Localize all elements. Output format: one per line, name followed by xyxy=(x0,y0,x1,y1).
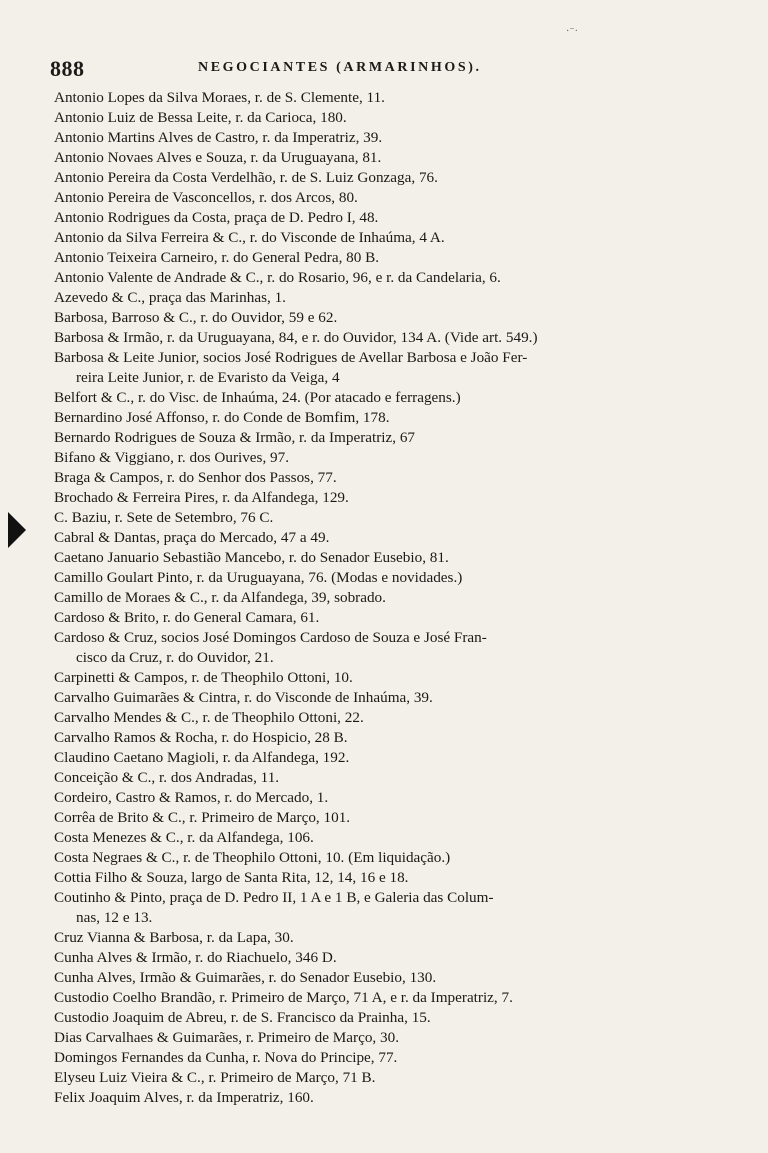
entry-text: Caetano Januario Sebastião Mancebo, r. do Senador Eusebio, 81. xyxy=(54,549,449,566)
list-item xyxy=(54,1008,754,1028)
list-item xyxy=(54,1088,754,1108)
entry-text: Cruz Vianna & Barbosa, r. da Lapa, 30. xyxy=(54,929,294,946)
list-item xyxy=(54,788,754,808)
running-title: NEGOCIANTES (ARMARINHOS). xyxy=(198,60,482,75)
list-item xyxy=(54,268,754,288)
entry-text: Antonio Novaes Alves e Souza, r. da Uruguayana, 81. xyxy=(54,149,382,166)
entry-text: Antonio da Silva Ferreira & C., r. do Visconde de Inhaúma, 4 A. xyxy=(54,229,445,246)
entry-text: Antonio Lopes da Silva Moraes, r. de S. Clemente, 11. xyxy=(54,89,385,106)
list-item xyxy=(54,248,754,268)
list-item xyxy=(54,748,754,768)
entry-text: Dias Carvalhaes & Guimarães, r. Primeiro de Março, 30. xyxy=(54,1029,399,1046)
list-item xyxy=(54,188,754,208)
entry-text: Custodio Coelho Brandão, r. Primeiro de Março, 71 A, e r. da Imperatriz, 7. xyxy=(54,989,513,1006)
list-item xyxy=(54,348,754,388)
list-item xyxy=(54,428,754,448)
list-item xyxy=(54,228,754,248)
list-item xyxy=(54,1068,754,1088)
list-item xyxy=(54,868,754,888)
list-item xyxy=(54,448,754,468)
entry-text: Camillo de Moraes & C., r. da Alfandega, 39, sobrado. xyxy=(54,589,386,606)
list-item xyxy=(54,808,754,828)
list-item xyxy=(54,488,754,508)
list-item xyxy=(54,668,754,688)
page-number: 888 xyxy=(50,56,85,81)
entry-text: Camillo Goulart Pinto, r. da Uruguayana, 76. (Modas e novidades.) xyxy=(54,569,463,586)
entry-text: Custodio Joaquim de Abreu, r. de S. Francisco da Prainha, 15. xyxy=(54,1009,431,1026)
list-item xyxy=(54,888,754,928)
entry-text: Coutinho & Pinto, praça de D. Pedro II, 1 A e 1 B, e Galeria das Colum- xyxy=(54,889,494,906)
entry-continuation: cisco da Cruz, r. do Ouvidor, 21. xyxy=(76,649,274,666)
entry-text: Antonio Valente de Andrade & C., r. do Rosario, 96, e r. da Candelaria, 6. xyxy=(54,269,501,286)
list-item xyxy=(54,528,754,548)
list-item xyxy=(54,288,754,308)
entry-text: Domingos Fernandes da Cunha, r. Nova do Principe, 77. xyxy=(54,1049,398,1066)
entry-text: Conceição & C., r. dos Andradas, 11. xyxy=(54,769,280,786)
list-item xyxy=(54,828,754,848)
list-item xyxy=(54,848,754,868)
list-item xyxy=(54,688,754,708)
entry-text: Elyseu Luiz Vieira & C., r. Primeiro de Março, 71 B. xyxy=(54,1069,376,1086)
entry-text: Antonio Pereira da Costa Verdelhão, r. de S. Luiz Gonzaga, 76. xyxy=(54,169,438,186)
list-item xyxy=(54,708,754,728)
entry-text: Antonio Pereira de Vasconcellos, r. dos Arcos, 80. xyxy=(54,189,358,206)
entry-text: Bernardino José Affonso, r. do Conde de Bomfim, 178. xyxy=(54,409,390,426)
entry-text: Costa Negraes & C., r. de Theophilo Ottoni, 10. (Em liquidação.) xyxy=(54,849,451,866)
entry-text: Carvalho Mendes & C., r. de Theophilo Ottoni, 22. xyxy=(54,709,364,726)
entry-text: Cabral & Dantas, praça do Mercado, 47 a 49. xyxy=(54,529,330,546)
entry-text: Barbosa & Irmão, r. da Uruguayana, 84, e r. do Ouvidor, 134 A. (Vide art. 549.) xyxy=(54,329,538,346)
entry-text: Cardoso & Brito, r. do General Camara, 61. xyxy=(54,609,320,626)
entry-text: Antonio Martins Alves de Castro, r. da Imperatriz, 39. xyxy=(54,129,383,146)
list-item xyxy=(54,108,754,128)
entry-text: Cunha Alves & Irmão, r. do Riachuelo, 346 D. xyxy=(54,949,337,966)
list-item xyxy=(54,88,754,108)
entry-text: Cardoso & Cruz, socios José Domingos Cardoso de Souza e José Fran- xyxy=(54,629,487,646)
entry-text: Bifano & Viggiano, r. dos Ourives, 97. xyxy=(54,449,290,466)
entry-text: Cottia Filho & Souza, largo de Santa Rita, 12, 14, 16 e 18. xyxy=(54,869,409,886)
entry-continuation: nas, 12 e 13. xyxy=(76,909,153,926)
entry-continuation: reira Leite Junior, r. de Evaristo da Veiga, 4 xyxy=(76,369,340,386)
list-item xyxy=(54,208,754,228)
entry-text: Cunha Alves, Irmão & Guimarães, r. do Senador Eusebio, 130. xyxy=(54,969,437,986)
entry-text: Antonio Luiz de Bessa Leite, r. da Carioca, 180. xyxy=(54,109,347,126)
list-item xyxy=(54,948,754,968)
list-item xyxy=(54,168,754,188)
list-item xyxy=(54,508,754,528)
entry-text: Costa Menezes & C., r. da Alfandega, 106. xyxy=(54,829,314,846)
page-header xyxy=(50,56,570,82)
list-item xyxy=(54,928,754,948)
entry-text: Claudino Caetano Magioli, r. da Alfandega, 192. xyxy=(54,749,350,766)
merchant-list xyxy=(54,88,754,1108)
list-item xyxy=(54,408,754,428)
list-item xyxy=(54,548,754,568)
list-item xyxy=(54,768,754,788)
list-item xyxy=(54,148,754,168)
entry-text: Cordeiro, Castro & Ramos, r. do Mercado, 1. xyxy=(54,789,329,806)
list-item xyxy=(54,568,754,588)
entry-text: Antonio Rodrigues da Costa, praça de D. Pedro I, 48. xyxy=(54,209,379,226)
entry-text: Belfort & C., r. do Visc. de Inhaúma, 24. (Por atacado e ferragens.) xyxy=(54,389,461,406)
list-item xyxy=(54,468,754,488)
entry-text: Antonio Teixeira Carneiro, r. do General Pedra, 80 B. xyxy=(54,249,380,266)
ink-speck: ·⁻· xyxy=(566,26,578,37)
entry-text: Corrêa de Brito & C., r. Primeiro de Março, 101. xyxy=(54,809,351,826)
list-item xyxy=(54,968,754,988)
margin-triangle-marker xyxy=(8,512,26,548)
list-item xyxy=(54,588,754,608)
entry-text: Carvalho Ramos & Rocha, r. do Hospicio, 28 B. xyxy=(54,729,348,746)
list-item xyxy=(54,988,754,1008)
entry-text: Braga & Campos, r. do Senhor dos Passos, 77. xyxy=(54,469,337,486)
list-item xyxy=(54,328,754,348)
list-item xyxy=(54,128,754,148)
entry-text: Barbosa & Leite Junior, socios José Rodrigues de Avellar Barbosa e João Fer- xyxy=(54,349,528,366)
list-item xyxy=(54,1048,754,1068)
entry-text: Brochado & Ferreira Pires, r. da Alfandega, 129. xyxy=(54,489,349,506)
list-item xyxy=(54,308,754,328)
entry-text: Felix Joaquim Alves, r. da Imperatriz, 160. xyxy=(54,1089,314,1106)
entry-text: Carpinetti & Campos, r. de Theophilo Ottoni, 10. xyxy=(54,669,353,686)
list-item xyxy=(54,1028,754,1048)
entry-text: Azevedo & C., praça das Marinhas, 1. xyxy=(54,289,286,306)
entry-text: Bernardo Rodrigues de Souza & Irmão, r. da Imperatriz, 67 xyxy=(54,429,416,446)
entry-text: Barbosa, Barroso & C., r. do Ouvidor, 59 e 62. xyxy=(54,309,338,326)
entry-text: Carvalho Guimarães & Cintra, r. do Visconde de Inhaúma, 39. xyxy=(54,689,433,706)
list-item xyxy=(54,608,754,628)
entry-text: C. Baziu, r. Sete de Setembro, 76 C. xyxy=(54,509,274,526)
list-item xyxy=(54,388,754,408)
list-item xyxy=(54,628,754,668)
list-item xyxy=(54,728,754,748)
